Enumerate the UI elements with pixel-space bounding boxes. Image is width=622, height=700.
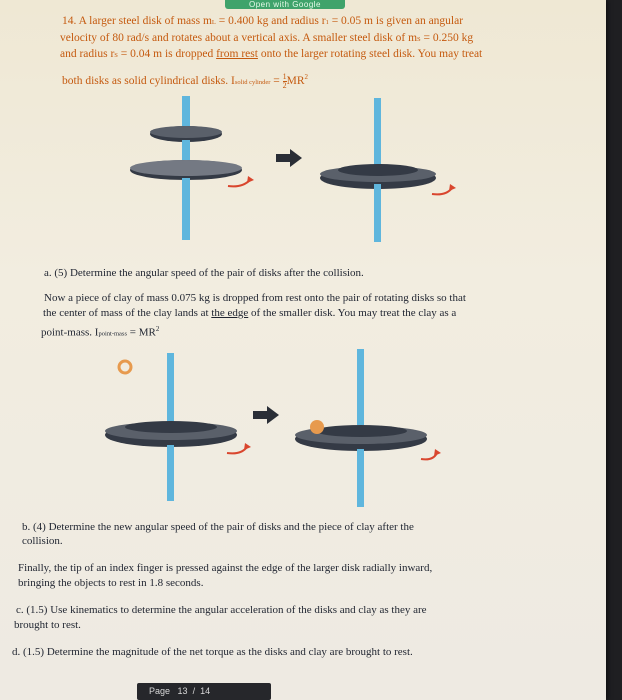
- axle-clay-left-bottom: [167, 445, 174, 501]
- disk-stack-left: [125, 421, 217, 433]
- problem-intro-line-2: velocity of 80 rad/s and rotates about a vertical axis. A smaller steel disk of mS = 0.250 kg: [60, 32, 474, 44]
- page-total: 14: [200, 686, 211, 696]
- fraction: $\frac{1}{2}$: [282, 71, 287, 90]
- problem-intro-line-1: 14. A larger steel disk of mass mL = 0.400 kg and radius r1 = 0.05 m is given an angular: [62, 15, 464, 27]
- part-b-line-2: collision.: [22, 535, 63, 547]
- finally-line-2: bringing the objects to rest in 1.8 seconds.: [18, 577, 204, 589]
- open-with-label: Open with Google: [248, 0, 322, 9]
- axle-clay-left-top: [167, 353, 174, 425]
- figure-disks-before-after: [120, 88, 480, 248]
- part-a: a. (5) Determine the angular speed of the pair of disks after the collision.: [44, 267, 364, 279]
- transition-arrow-1: [276, 149, 302, 167]
- clay-line-3: point-mass. Ipoint-mass = $MR^2$: [41, 325, 160, 339]
- finally-line-1: Finally, the tip of an index finger is pressed against the edge of the larger disk radially inward,: [18, 562, 433, 574]
- axle-clay-right-top: [357, 349, 364, 425]
- clay-line-2: the center of mass of the clay lands at the edge of the smaller disk. You may treat the clay as a: [43, 307, 457, 319]
- clay-ball: [119, 361, 131, 373]
- axle-right-bottom: [374, 184, 381, 242]
- disk-stack-right: [315, 425, 407, 437]
- clay-line-1: Now a piece of clay of mass 0.075 kg is dropped from rest onto the pair of rotating disks so that: [44, 292, 466, 304]
- rotation-arrow-left: [228, 180, 250, 186]
- axle-right-top: [374, 98, 381, 170]
- page-indicator[interactable]: [137, 683, 271, 700]
- rotation-arrow-right: [432, 188, 452, 194]
- transition-arrow-2: [253, 406, 279, 424]
- part-c-line-2: brought to rest.: [14, 619, 81, 631]
- rotation-arrow-clay-left: [227, 447, 247, 453]
- problem-intro-line-3: and radius rS = 0.04 m is dropped from rest onto the larger rotating steel disk. You may treat: [60, 48, 483, 60]
- clay-on-disk: [310, 420, 324, 434]
- problem-number: 14.: [62, 15, 77, 27]
- axle-clay-right-bottom: [357, 449, 364, 507]
- part-c-line-1: c. (1.5) Use kinematics to determine the angular acceleration of the disks and clay as they are: [16, 604, 427, 616]
- page-current: 13: [177, 686, 188, 696]
- figure-clay-drop: [95, 345, 455, 510]
- open-with-button[interactable]: [225, 0, 345, 9]
- page-label: Page: [149, 686, 171, 696]
- page-separator: /: [192, 686, 196, 696]
- part-b-line-1: b. (4) Determine the new angular speed of the pair of disks and the piece of clay after the: [22, 521, 414, 533]
- problem-intro-line-4: both disks as solid cylindrical disks. Isolid cylinder = $\frac{1}{2}$ $MR^2$: [62, 71, 309, 90]
- small-disk-right: [338, 164, 418, 176]
- part-d-line-1: d. (1.5) Determine the magnitude of the net torque as the disks and clay are brought to rest.: [12, 646, 413, 658]
